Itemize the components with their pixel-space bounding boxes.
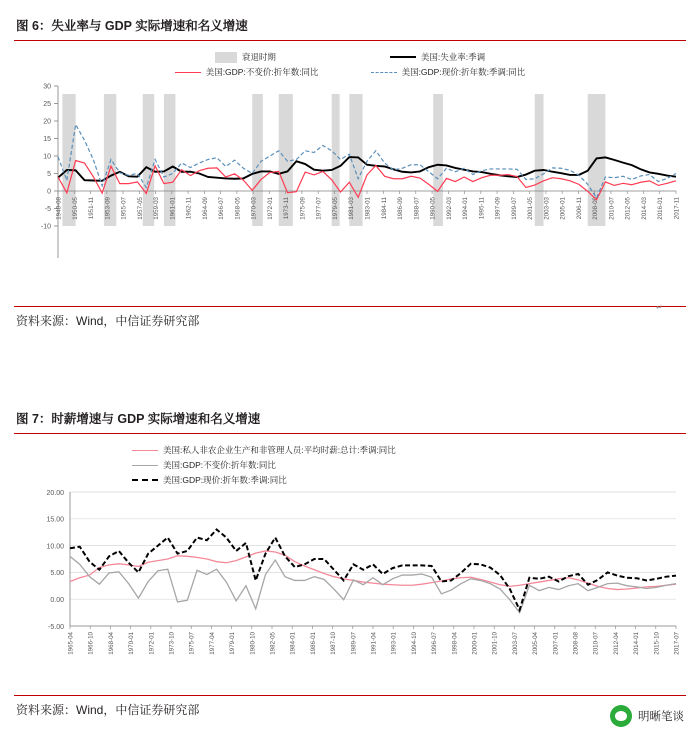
svg-text:20: 20 bbox=[43, 118, 51, 126]
svg-text:2007-01: 2007-01 bbox=[552, 632, 560, 655]
svg-text:1986-01: 1986-01 bbox=[309, 632, 317, 655]
svg-text:2010-07: 2010-07 bbox=[592, 632, 600, 655]
svg-text:1977-07: 1977-07 bbox=[315, 197, 323, 220]
svg-text:1948-08: 1948-08 bbox=[55, 197, 63, 220]
svg-text:2005-01: 2005-01 bbox=[559, 197, 567, 220]
svg-text:2014-03: 2014-03 bbox=[640, 197, 648, 220]
svg-text:0.00: 0.00 bbox=[50, 597, 64, 604]
svg-text:1972-01: 1972-01 bbox=[266, 197, 274, 220]
svg-text:25: 25 bbox=[43, 101, 51, 109]
svg-text:-10: -10 bbox=[40, 223, 51, 231]
svg-text:1984-01: 1984-01 bbox=[289, 632, 297, 655]
nominal-gdp-line-icon bbox=[371, 72, 397, 73]
legend-label: 美国:GDP:现价:折年数:季调:同比 bbox=[163, 475, 287, 485]
legend-label: 衰退时期 bbox=[241, 52, 276, 62]
svg-text:2001-05: 2001-05 bbox=[527, 197, 535, 220]
legend-label: 美国:失业率:季调 bbox=[420, 52, 486, 62]
svg-text:1972-01: 1972-01 bbox=[148, 632, 156, 655]
svg-text:15: 15 bbox=[43, 136, 51, 144]
svg-text:1984-11: 1984-11 bbox=[380, 197, 388, 220]
svg-text:2017-07: 2017-07 bbox=[673, 632, 681, 655]
watermark bbox=[610, 705, 684, 727]
svg-text:1987-10: 1987-10 bbox=[330, 632, 338, 655]
svg-text:1992-03: 1992-03 bbox=[445, 197, 453, 220]
svg-text:2003-03: 2003-03 bbox=[543, 197, 551, 220]
legend-item-recession bbox=[215, 51, 276, 63]
svg-text:2014-01: 2014-01 bbox=[633, 632, 641, 655]
legend-item-nominal-gdp-2 bbox=[132, 474, 287, 486]
figure-7-source: 资料来源：Wind，中信证券研究部 bbox=[14, 695, 686, 718]
svg-text:-5: -5 bbox=[44, 206, 51, 214]
svg-text:15.00: 15.00 bbox=[46, 516, 64, 524]
svg-text:1979-01: 1979-01 bbox=[229, 632, 237, 655]
figure-7-plot bbox=[14, 486, 686, 691]
svg-text:2006-11: 2006-11 bbox=[575, 197, 583, 220]
svg-text:2008-08: 2008-08 bbox=[572, 632, 580, 655]
svg-text:30: 30 bbox=[43, 83, 51, 91]
real-gdp-line-icon bbox=[132, 465, 158, 466]
svg-text:1980-10: 1980-10 bbox=[249, 632, 257, 655]
legend-label: 美国:GDP:不变价:折年数:同比 bbox=[163, 460, 276, 470]
svg-text:1968-04: 1968-04 bbox=[107, 632, 115, 655]
svg-text:1955-07: 1955-07 bbox=[120, 197, 128, 220]
svg-text:1989-07: 1989-07 bbox=[350, 632, 358, 655]
svg-text:1979-05: 1979-05 bbox=[331, 197, 339, 220]
real-gdp-line-icon bbox=[175, 72, 201, 73]
figure-6-legend bbox=[14, 51, 686, 78]
svg-text:1957-05: 1957-05 bbox=[136, 197, 144, 220]
svg-text:1965-04: 1965-04 bbox=[67, 632, 75, 655]
svg-text:5: 5 bbox=[47, 171, 51, 179]
figure-6-source: 资料来源：Wind，中信证券研究部 bbox=[14, 306, 686, 329]
legend-item-real-gdp bbox=[175, 66, 319, 78]
legend-label: 美国:GDP:不变价:折年数:同比 bbox=[205, 67, 319, 77]
legend-label: 美国:私人非农企业生产和非管理人员:平均时薪:总计:季调:同比 bbox=[163, 445, 396, 455]
recession-swatch-icon bbox=[215, 52, 237, 63]
svg-text:1997-09: 1997-09 bbox=[494, 197, 502, 220]
svg-text:1970-01: 1970-01 bbox=[128, 632, 136, 655]
legend-item-unemployment bbox=[390, 51, 485, 63]
svg-text:2005-04: 2005-04 bbox=[532, 632, 540, 655]
svg-text:1994-10: 1994-10 bbox=[410, 632, 418, 655]
svg-text:1951-11: 1951-11 bbox=[88, 197, 96, 220]
svg-text:1994-01: 1994-01 bbox=[462, 197, 470, 220]
wechat-leaf-icon bbox=[610, 705, 632, 727]
figure-7-legend bbox=[14, 444, 700, 486]
svg-text:1961-01: 1961-01 bbox=[169, 197, 177, 220]
svg-text:2010-07: 2010-07 bbox=[608, 197, 616, 220]
svg-text:1998-04: 1998-04 bbox=[451, 632, 459, 655]
svg-text:1970-03: 1970-03 bbox=[250, 197, 258, 220]
legend-label: 美国:GDP:现价:折年数:季调:同比 bbox=[401, 67, 526, 77]
svg-text:2016-01: 2016-01 bbox=[657, 197, 665, 220]
svg-text:10: 10 bbox=[43, 153, 51, 161]
svg-text:1966-07: 1966-07 bbox=[218, 197, 226, 220]
svg-text:1973-11: 1973-11 bbox=[283, 197, 291, 220]
svg-text:1959-03: 1959-03 bbox=[153, 197, 161, 220]
svg-text:1990-05: 1990-05 bbox=[429, 197, 437, 220]
svg-text:2017-11: 2017-11 bbox=[673, 197, 681, 220]
figure-6-plot bbox=[14, 78, 686, 300]
svg-text:1993-01: 1993-01 bbox=[390, 632, 398, 655]
svg-text:5.00: 5.00 bbox=[50, 570, 64, 578]
svg-text:1999-07: 1999-07 bbox=[510, 197, 518, 220]
legend-item-real-gdp-2 bbox=[132, 459, 276, 471]
svg-text:1950-05: 1950-05 bbox=[71, 197, 79, 220]
hourly-wage-line-icon bbox=[132, 450, 158, 451]
svg-text:20.00: 20.00 bbox=[46, 489, 64, 497]
svg-text:2008-09: 2008-09 bbox=[592, 197, 600, 220]
watermark-text: 明晰笔谈 bbox=[638, 711, 684, 723]
figure-7-block bbox=[14, 405, 686, 718]
svg-text:1982-05: 1982-05 bbox=[269, 632, 277, 655]
svg-text:1996-07: 1996-07 bbox=[431, 632, 439, 655]
svg-text:0: 0 bbox=[47, 188, 51, 196]
svg-text:1968-05: 1968-05 bbox=[234, 197, 242, 220]
svg-text:1988-07: 1988-07 bbox=[413, 197, 421, 220]
svg-text:10.00: 10.00 bbox=[46, 543, 64, 551]
svg-text:1995-11: 1995-11 bbox=[478, 197, 486, 220]
svg-text:1991-04: 1991-04 bbox=[370, 632, 378, 655]
unemployment-line-icon bbox=[390, 56, 416, 58]
svg-text:1983-01: 1983-01 bbox=[364, 197, 372, 220]
svg-text:1975-07: 1975-07 bbox=[188, 632, 196, 655]
nominal-gdp-dash-icon bbox=[132, 479, 158, 481]
svg-text:-5.00: -5.00 bbox=[48, 623, 64, 631]
svg-text:1981-03: 1981-03 bbox=[348, 197, 356, 220]
svg-text:1964-09: 1964-09 bbox=[201, 197, 209, 220]
legend-item-nominal-gdp bbox=[371, 66, 526, 78]
figure-7-chart bbox=[14, 486, 686, 691]
svg-text:1977-04: 1977-04 bbox=[208, 632, 216, 655]
figure-6-chart bbox=[14, 78, 686, 300]
svg-text:1973-10: 1973-10 bbox=[168, 632, 176, 655]
svg-text:2001-10: 2001-10 bbox=[491, 632, 499, 655]
svg-text:2012-04: 2012-04 bbox=[612, 632, 620, 655]
svg-text:1966-10: 1966-10 bbox=[87, 632, 95, 655]
svg-text:1962-11: 1962-11 bbox=[185, 197, 193, 220]
svg-text:2003-07: 2003-07 bbox=[511, 632, 519, 655]
svg-text:1953-09: 1953-09 bbox=[104, 197, 112, 220]
figure-6-title: 图 6：失业率与 GDP 实际增速和名义增速 bbox=[14, 12, 686, 41]
svg-text:2015-10: 2015-10 bbox=[653, 632, 661, 655]
figure-7-title: 图 7：时薪增速与 GDP 实际增速和名义增速 bbox=[14, 405, 686, 434]
figure-6-block bbox=[14, 12, 686, 329]
legend-item-hourly-wage bbox=[132, 444, 396, 456]
svg-text:1975-09: 1975-09 bbox=[299, 197, 307, 220]
svg-text:2012-05: 2012-05 bbox=[624, 197, 632, 220]
paragraph-mark: ↵ bbox=[656, 303, 663, 312]
svg-text:2000-01: 2000-01 bbox=[471, 632, 479, 655]
svg-text:1986-09: 1986-09 bbox=[397, 197, 405, 220]
